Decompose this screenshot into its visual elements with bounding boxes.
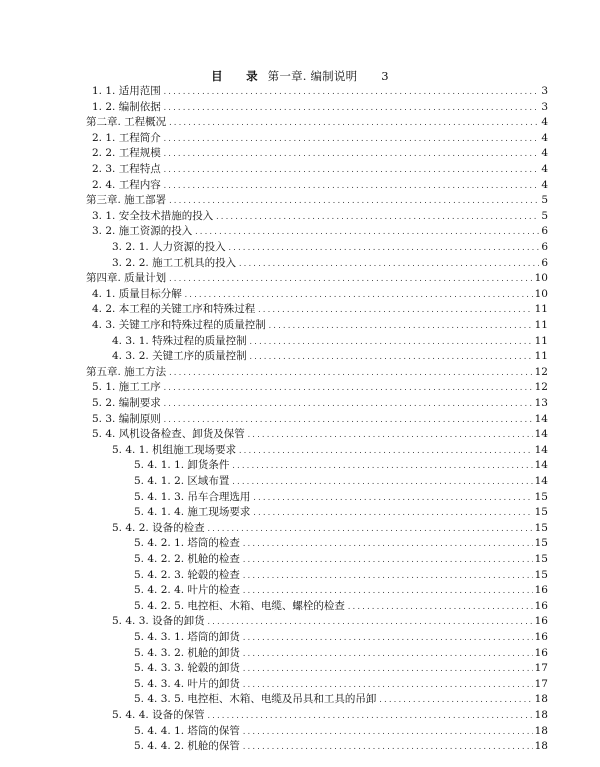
toc-entry[interactable] <box>0 131 600 146</box>
toc-entry-page: 6 <box>541 225 548 238</box>
toc-entry-label: 5. 4. 2. 3. 轮毂的检查 <box>134 568 240 581</box>
toc-leader-dots <box>163 147 540 162</box>
toc-entry[interactable] <box>0 412 600 427</box>
toc-entry-label: 5. 4. 3. 5. 电控柜、木箱、电缆及吊具和工具的吊卸 <box>134 693 377 706</box>
toc-entry-page: 11 <box>534 319 548 331</box>
toc-leader-dots <box>163 397 533 412</box>
toc-entry[interactable] <box>0 568 600 583</box>
toc-entry-label: 5. 4. 2. 2. 机舱的检查 <box>134 553 240 565</box>
toc-entry[interactable] <box>0 115 600 130</box>
toc-leader-dots <box>231 475 532 490</box>
toc-entry-page: 15 <box>534 568 548 581</box>
toc-entry-page: 16 <box>534 646 548 659</box>
toc-leader-dots <box>163 101 540 116</box>
toc-entry-label: 5. 4. 1. 4. 施工现场要求 <box>134 506 251 519</box>
toc-entry-page: 18 <box>534 709 548 721</box>
toc-leader-dots <box>242 584 533 599</box>
toc-leader-dots <box>242 537 533 552</box>
toc-entry-label: 4. 2. 本工程的关键工序和特殊过程 <box>92 303 256 316</box>
toc-entry-page: 15 <box>534 506 548 519</box>
toc-entry[interactable] <box>0 521 600 536</box>
toc-first-chapter[interactable]: 第一章. 编制说明 <box>267 69 358 83</box>
toc-first-chapter-page: 3 <box>381 69 389 83</box>
toc-entry-page: 17 <box>534 677 548 690</box>
toc-entry-label: 第三章. 施工部署 <box>86 194 167 207</box>
toc-entry-page: 4 <box>541 163 548 175</box>
toc-entry-label: 3. 1. 安全技术措施的投入 <box>92 209 214 222</box>
toc-entry-label: 4. 3. 关键工序和特殊过程的质量控制 <box>92 319 266 331</box>
toc-entry-page: 10 <box>534 287 548 300</box>
toc-entry-page: 16 <box>534 584 548 597</box>
toc-entry-label: 5. 4. 4. 1. 塔筒的保管 <box>134 724 240 737</box>
toc-entry-page: 4 <box>541 147 548 160</box>
toc-entry[interactable] <box>0 100 600 115</box>
toc-title-line <box>0 68 600 84</box>
toc-entry[interactable] <box>0 661 600 676</box>
toc-entry-page: 5 <box>541 209 548 222</box>
toc-entry[interactable] <box>0 209 600 224</box>
toc-entry-label: 4. 1. 质量目标分解 <box>92 287 182 300</box>
toc-entry[interactable] <box>0 583 600 598</box>
toc-entry[interactable] <box>0 256 600 271</box>
toc-entry[interactable] <box>0 505 600 520</box>
toc-leader-dots <box>231 459 532 474</box>
toc-entry[interactable] <box>0 458 600 473</box>
toc-leader-dots <box>242 553 533 568</box>
toc-entry-label: 5. 4. 1. 3. 吊车合理选用 <box>134 490 251 503</box>
toc-entry-page: 14 <box>534 459 548 472</box>
toc-entry[interactable] <box>0 193 600 208</box>
toc-entry[interactable] <box>0 614 600 629</box>
toc-entry[interactable] <box>0 287 600 302</box>
toc-entry-label: 4. 3. 1. 特殊过程的质量控制 <box>112 334 247 347</box>
toc-entry-label: 5. 4. 2. 设备的检查 <box>112 521 205 534</box>
toc-entry-page: 11 <box>534 303 548 316</box>
toc-entry[interactable] <box>0 599 600 614</box>
toc-entry-page: 16 <box>534 599 548 612</box>
toc-leader-dots <box>252 491 532 506</box>
toc-leader-dots <box>238 444 533 459</box>
toc-leader-dots <box>347 600 533 615</box>
toc-entry[interactable] <box>0 349 600 364</box>
toc-leader-dots <box>163 381 533 396</box>
toc-entry-label: 1. 2. 编制依据 <box>92 100 161 113</box>
toc-entry[interactable] <box>0 677 600 692</box>
toc-entry-label: 5. 3. 编制原则 <box>92 412 161 425</box>
toc-entry-page: 18 <box>534 724 548 737</box>
toc-entry[interactable] <box>0 490 600 505</box>
toc-entry-label: 2. 1. 工程简介 <box>92 131 161 144</box>
toc-entry-page: 12 <box>534 381 548 394</box>
toc-entry-page: 11 <box>534 350 548 363</box>
toc-leader-dots <box>168 366 532 381</box>
toc-entry[interactable] <box>0 536 600 551</box>
toc-entry-label: 5. 1. 施工工序 <box>92 381 161 394</box>
toc-entry-page: 15 <box>534 490 548 503</box>
toc-leader-dots <box>242 647 533 662</box>
toc-leader-dots <box>242 662 533 677</box>
toc-entry[interactable] <box>0 178 600 193</box>
toc-entry-page: 14 <box>534 443 548 456</box>
toc-entry-page: 6 <box>541 241 548 253</box>
toc-leader-dots <box>249 335 533 350</box>
toc-entry[interactable] <box>0 724 600 739</box>
toc-entry-label: 2. 4. 工程内容 <box>92 178 161 191</box>
toc-entry-page: 14 <box>534 412 548 425</box>
toc-leader-dots <box>249 350 533 365</box>
toc-entry-label: 5. 4. 2. 1. 塔筒的检查 <box>134 537 240 550</box>
toc-entry-label: 5. 4. 3. 4. 叶片的卸货 <box>134 677 240 690</box>
toc-leader-dots <box>215 210 539 225</box>
toc-entry[interactable] <box>0 146 600 161</box>
toc-leader-dots <box>242 631 533 646</box>
toc-leader-dots <box>163 132 540 147</box>
toc-entry-page: 4 <box>541 178 548 191</box>
toc-entry-label: 5. 4. 1. 2. 区域布置 <box>134 475 230 487</box>
toc-entry[interactable] <box>0 365 600 380</box>
toc-leader-dots <box>163 179 540 194</box>
toc-entry[interactable] <box>0 380 600 395</box>
toc-entry-page: 4 <box>541 116 548 129</box>
toc-entry[interactable] <box>0 224 600 239</box>
toc-entry[interactable] <box>0 427 600 442</box>
toc-entry-page: 3 <box>541 85 548 97</box>
toc-entry-label: 第五章. 施工方法 <box>86 365 167 378</box>
toc-title: 目 录 <box>211 69 264 83</box>
toc-entry-page: 3 <box>541 100 548 113</box>
toc-leader-dots <box>163 85 540 100</box>
toc-entry-page: 16 <box>534 615 548 628</box>
toc-leader-dots <box>268 319 533 334</box>
toc-entry-page: 16 <box>534 631 548 643</box>
toc-entry-page: 17 <box>534 662 548 675</box>
toc-entry-label: 第四章. 质量计划 <box>86 272 167 285</box>
toc-entry-label: 5. 4. 3. 3. 轮毂的卸货 <box>134 662 240 675</box>
toc-entry-page: 14 <box>534 428 548 441</box>
toc-leader-dots <box>168 272 532 287</box>
toc-leader-dots <box>378 693 532 708</box>
toc-entry-label: 3. 2. 施工资源的投入 <box>92 225 193 238</box>
toc-entry-page: 10 <box>534 272 548 285</box>
toc-entry-label: 5. 4. 1. 机组施工现场要求 <box>112 443 237 456</box>
toc-entry[interactable] <box>0 474 600 489</box>
toc-entry-page: 4 <box>541 131 548 144</box>
toc-entry[interactable] <box>0 271 600 286</box>
toc-entry-label: 第二章. 工程概况 <box>86 116 167 129</box>
toc-leader-dots <box>194 225 539 240</box>
toc-entry[interactable] <box>0 240 600 255</box>
toc-entry-page: 5 <box>541 194 548 207</box>
toc-entry-label: 5. 4. 1. 1. 卸货条件 <box>134 459 230 472</box>
toc-leader-dots <box>163 163 540 178</box>
toc-entry[interactable] <box>0 646 600 661</box>
toc-leader-dots <box>207 615 533 630</box>
toc-entry-label: 2. 2. 工程规模 <box>92 147 161 160</box>
toc-leader-dots <box>252 506 532 521</box>
toc-leader-dots <box>238 257 539 272</box>
toc-entry[interactable] <box>0 739 600 754</box>
toc-entry-page: 14 <box>534 475 548 487</box>
toc-entry[interactable] <box>0 443 600 458</box>
toc-entry[interactable] <box>0 84 600 99</box>
toc-entry-label: 2. 3. 工程特点 <box>92 163 161 175</box>
toc-leader-dots <box>184 288 533 303</box>
toc-leader-dots <box>163 413 533 428</box>
toc-leader-dots <box>242 678 533 693</box>
toc-leader-dots <box>168 194 539 209</box>
toc-entry-label: 5. 4. 3. 设备的卸货 <box>112 615 205 628</box>
toc-entry-page: 13 <box>534 397 548 409</box>
toc-entry-page: 6 <box>541 256 548 269</box>
toc-entry-label: 5. 2. 编制要求 <box>92 397 161 409</box>
toc-entry-page: 15 <box>534 553 548 565</box>
toc-entry[interactable] <box>0 630 600 645</box>
toc-entry[interactable] <box>0 162 600 177</box>
toc-leader-dots <box>207 522 533 537</box>
toc-entry-label: 5. 4. 3. 1. 塔筒的卸货 <box>134 631 240 643</box>
toc-entry-page: 15 <box>534 521 548 534</box>
toc-leader-dots <box>247 428 533 443</box>
toc-leader-dots <box>242 740 533 755</box>
toc-entry-label: 3. 2. 1. 人力资源的投入 <box>112 241 226 253</box>
toc-entry-label: 3. 2. 2. 施工工机具的投入 <box>112 256 237 269</box>
toc-leader-dots <box>257 303 532 318</box>
toc-entry[interactable] <box>0 318 600 333</box>
toc-entry[interactable] <box>0 552 600 567</box>
toc-entry-label: 4. 3. 2. 关键工序的质量控制 <box>112 350 247 363</box>
toc-entry-label: 5. 4. 风机设备检查、卸货及保管 <box>92 428 245 441</box>
toc-entry-page: 18 <box>534 693 548 706</box>
toc-leader-dots <box>168 116 539 131</box>
toc-leader-dots <box>242 725 533 740</box>
toc-leader-dots <box>228 241 540 256</box>
toc-entry-label: 5. 4. 4. 2. 机舱的保管 <box>134 740 240 753</box>
toc-entry-label: 5. 4. 2. 5. 电控柜、木箱、电缆、螺栓的检查 <box>134 599 345 612</box>
toc-entry-label: 5. 4. 2. 4. 叶片的检查 <box>134 584 240 597</box>
toc-entry-page: 12 <box>534 365 548 378</box>
toc-entry[interactable] <box>0 396 600 411</box>
toc-entry-label: 5. 4. 4. 设备的保管 <box>112 709 205 721</box>
toc-leader-dots <box>242 569 533 584</box>
toc-entry-label: 1. 1. 适用范围 <box>92 85 161 97</box>
toc-entry[interactable] <box>0 708 600 723</box>
toc-entry-page: 15 <box>534 537 548 550</box>
toc-entry[interactable] <box>0 334 600 349</box>
toc-entry-page: 11 <box>534 334 548 347</box>
toc-entry-label: 5. 4. 3. 2. 机舱的卸货 <box>134 646 240 659</box>
toc-entry[interactable] <box>0 302 600 317</box>
toc-leader-dots <box>207 709 533 724</box>
toc-entry[interactable] <box>0 692 600 707</box>
toc-entry-page: 18 <box>534 740 548 753</box>
